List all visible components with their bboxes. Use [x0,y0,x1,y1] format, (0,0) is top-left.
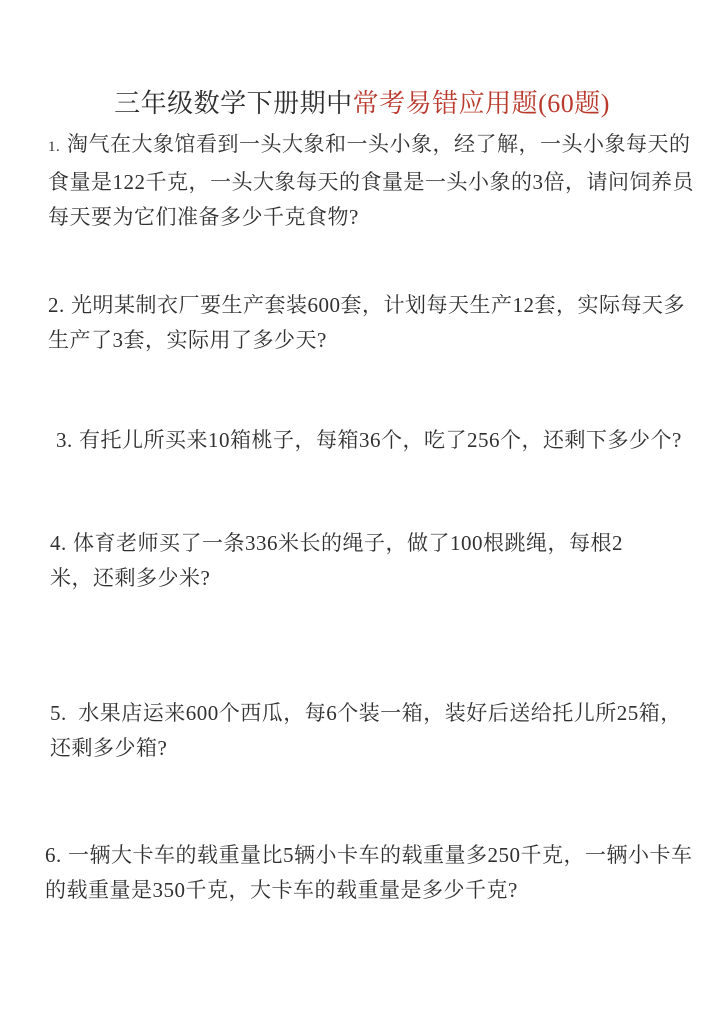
problem-1-line-1 [48,127,694,165]
problem-5-line-2: 还剩多少箱? [50,736,168,760]
problem-3 [56,423,682,458]
problem-4-line-2: 米，还剩多少米? [50,566,211,590]
problem-1-line-2: 食量是122千克，一头大象每天的食量是一头小象的3倍，请问饲养员 [48,170,694,194]
problem-1 [48,127,694,235]
problem-4 [50,526,623,596]
problem-5-line-1 [50,696,682,731]
problem-2 [48,288,685,358]
problem-2-text: 光明某制衣厂要生产套装600套，计划每天生产12套，实际每天多 [71,293,686,317]
page-title-highlight: 常考易错应用题(60题) [352,89,610,118]
problem-6 [45,838,693,908]
problem-1-line-3: 每天要为它们准备多少千克食物? [48,205,359,229]
problem-2-number: 2. [48,293,65,317]
problem-4-number: 4. [50,531,67,555]
problem-3-line-1 [56,423,682,458]
problem-1-number: 1. [48,139,61,155]
problem-6-text: 一辆大卡车的载重量比5辆小卡车的载重量多250千克，一辆小卡车 [68,843,693,867]
problem-6-line-2: 的载重量是350千克，大卡车的载重量是多少千克? [45,878,518,902]
problem-1-text: 淘气在大象馆看到一头大象和一头小象，经了解，一头小象每天的 [67,132,691,156]
problem-6-number: 6. [45,843,62,867]
page-title [0,86,724,122]
problem-4-text: 体育老师买了一条336米长的绳子，做了100根跳绳，每根2 [73,531,624,555]
problem-3-text: 有托儿所买来10箱桃子，每箱36个，吃了256个，还剩下多少个? [79,428,682,452]
problem-2-line-1 [48,288,685,323]
page-title-prefix: 三年级数学下册期中 [114,89,353,118]
problem-5 [50,696,682,766]
problem-4-line-1 [50,526,623,561]
problem-5-text: 水果店运来600个西瓜，每6个装一箱，装好后送给托儿所25箱， [78,701,682,725]
problem-5-number: 5. [50,701,67,725]
problem-6-line-1 [45,838,693,873]
problem-2-line-2: 生产了3套，实际用了多少天? [48,328,327,352]
problem-3-number: 3. [56,428,73,452]
